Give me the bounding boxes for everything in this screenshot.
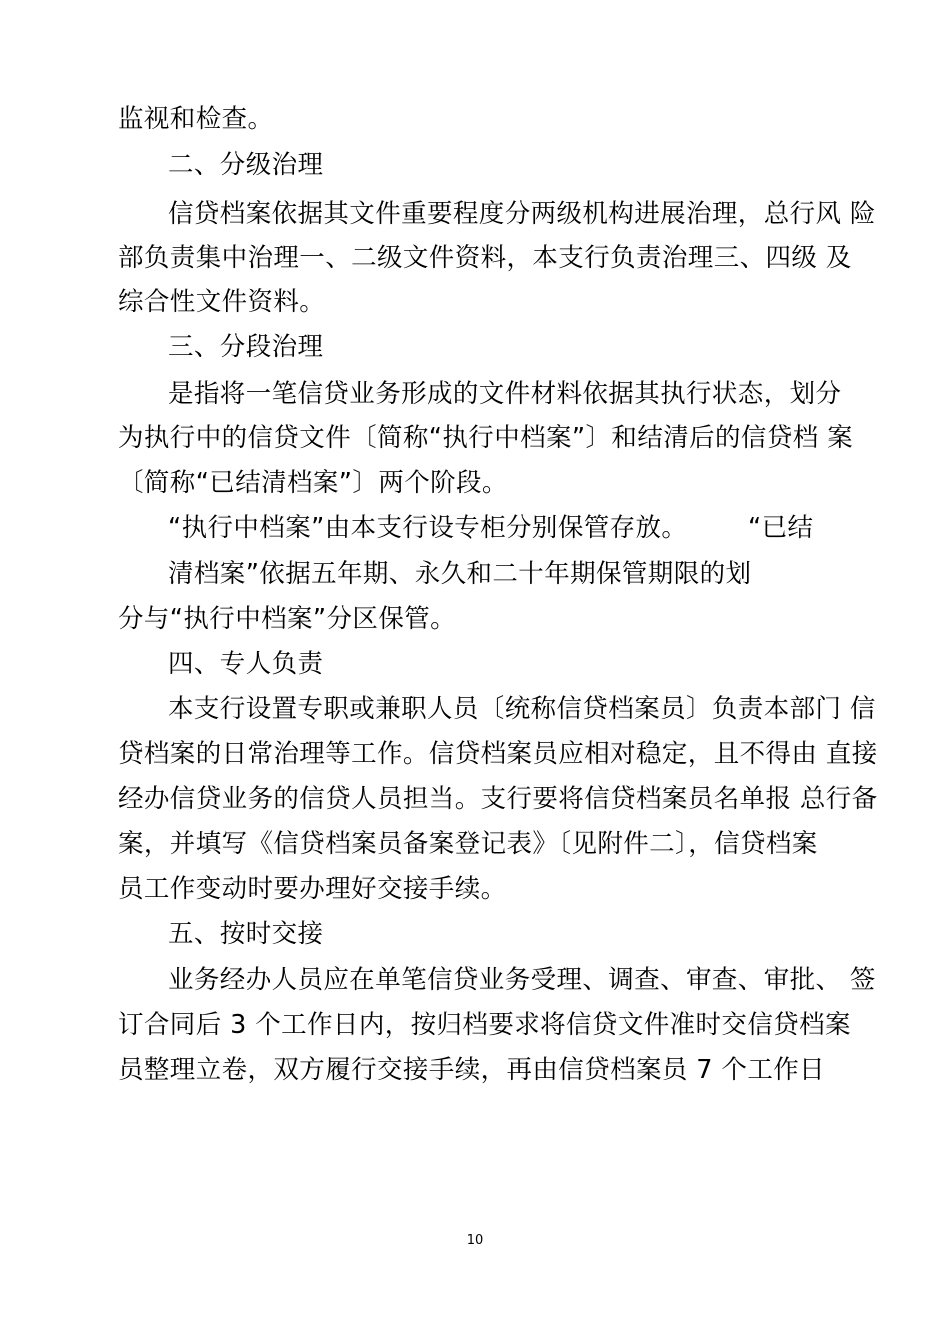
text-line: 综合性文件资料。 [118,287,326,317]
text-line: 订合同后 3 个工作日内，按归档要求将信贷文件准时交信贷档案 [118,1010,851,1040]
section-heading: 五、按时交接 [168,919,324,949]
section-heading: 三、分段治理 [168,332,324,362]
text-line: 贷档案的日常治理等工作。信贷档案员应相对稳定，且不得由 直接 [118,739,878,769]
text-line: 部负责集中治理一、二级文件资料，本支行负责治理三、四级 及 [118,243,852,273]
text-line: 分与“执行中档案”分区保管。 [118,604,457,634]
text-line: 为执行中的信贷文件〔简称“执行中档案”〕和结清后的信贷档 案 [118,423,854,453]
text-line: “已结 [748,513,814,543]
text-line: 清档案”依据五年期、永久和二十年期保管期限的划 [168,559,752,589]
text-line: 经办信贷业务的信贷人员担当。支行要将信贷档案员名单报 总行备 [118,784,878,814]
section-heading: 二、分级治理 [168,150,324,180]
text-line: 员工作变动时要办理好交接手续。 [118,874,507,904]
section-heading: 四、专人负责 [168,649,324,679]
text-line: 案，并填写《信贷档案员备案登记表》〔见附件二〕，信贷档案 [118,829,818,859]
text-line: 业务经办人员应在单笔信贷业务受理、调查、审查、审批、 签 [168,965,876,995]
text-line: 是指将一笔信贷业务形成的文件材料依据其执行状态，划分 [168,379,842,409]
text-line: 本支行设置专职或兼职人员〔统称信贷档案员〕负责本部门 信 [168,694,876,724]
page-number: 10 [466,1233,484,1248]
text-line: 员整理立卷，双方履行交接手续，再由信贷档案员 7 个工作日 [118,1055,826,1085]
text-line: 监视和检查。 [118,104,274,134]
text-line: 〔简称“已结清档案”〕两个阶段。 [118,468,508,498]
text-line: “执行中档案”由本支行设专柜分别保管存放。 [168,513,688,543]
text-line: 信贷档案依据其文件重要程度分两级机构进展治理，总行风 险 [168,199,876,229]
